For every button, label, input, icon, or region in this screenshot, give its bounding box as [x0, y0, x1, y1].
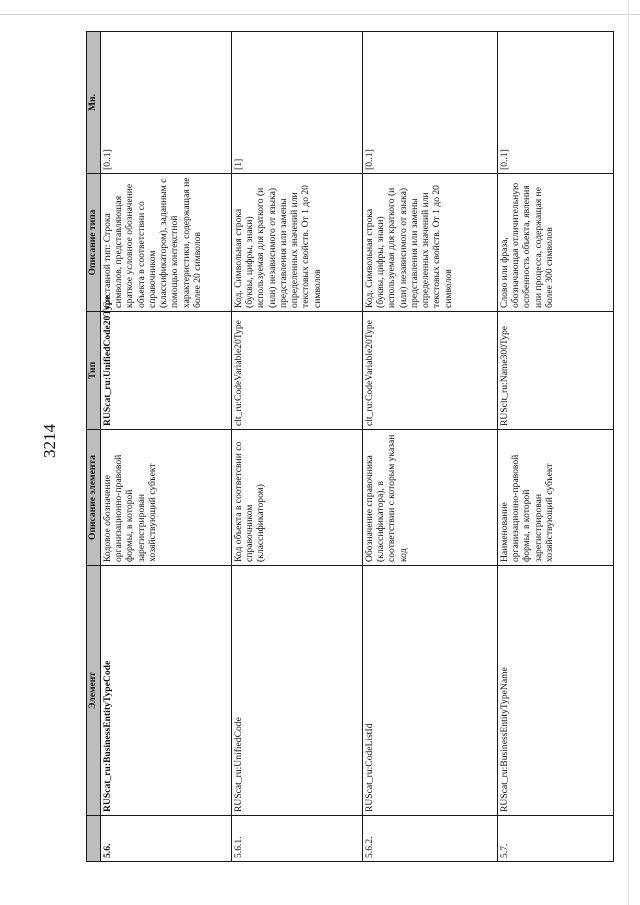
element-table — [86, 31, 614, 862]
header-element-desc: Описание элемента — [87, 430, 101, 566]
header-type-desc: Описание типа — [87, 174, 101, 312]
row-num: 5.6.2. — [363, 816, 498, 862]
row-num: 5.6. — [101, 816, 232, 862]
row-element-desc: Обозначение справочника (классификатора), в соответствии с которым указан код — [363, 430, 498, 566]
table-row — [498, 32, 614, 862]
row-num: 5.6.1. — [232, 816, 363, 862]
row-type: RUSclt_ru:Name300Type — [498, 312, 614, 430]
page-number: 3214 — [40, 424, 59, 458]
scan-edge-top — [0, 14, 640, 15]
row-type-desc: Код. Символьная строка (буквы, цифры, знаки) используемая для краткого (и (или) независимого от языка) представления или замены определенных значений или текстовых свойств. От 1 до 20 символов — [363, 174, 498, 312]
row-element: RUScat_ru:BusinessEntityTypeCode — [101, 566, 232, 816]
row-type: clt_ru:CodeVariable20Type — [363, 312, 498, 430]
row-mult: [0..1] — [363, 32, 498, 174]
row-element-desc: Код объекта в соответсвии со справочником (классификатором) — [232, 430, 363, 566]
row-num: 5.7. — [498, 816, 614, 862]
header-num — [87, 816, 101, 862]
header-mult: Мн. — [87, 32, 101, 174]
table-row — [232, 32, 363, 862]
header-element: Элемент — [87, 566, 101, 816]
row-type: RUScat_ru:UnifiedCode20Type — [101, 312, 232, 430]
table-row — [101, 32, 232, 862]
row-mult: [0..1] — [498, 32, 614, 174]
row-type-desc: Код. Символьная строка (буквы, цифры, знаки) используемая для краткого (и (или) независимого от языка) представления или замены определенных значений или текстовых свойств. От 1 до 20 символов — [232, 174, 363, 312]
row-element: RUScat_ru:UnifiedCode — [232, 566, 363, 816]
row-type-desc: Составной тип: Строка символов, представляющая краткое условное обозначение объекта в соответствии со справочником (классификатором), заданным с помощью контекстной характеристики, содержащая не более 20 символов — [101, 174, 232, 312]
table-row — [363, 32, 498, 862]
row-mult: [1] — [232, 32, 363, 174]
table-header-row — [87, 32, 101, 862]
rotated-table-container — [86, 32, 633, 862]
row-element: RUScat_ru:BusinessEntityTypeName — [498, 566, 614, 816]
row-mult: [0..1] — [101, 32, 232, 174]
row-type: clt_ru:CodeVariable20Type — [232, 312, 363, 430]
header-type: Тип — [87, 312, 101, 430]
row-element-desc: Наименование организационно-правовой формы, в которой зарегистрирован хозяйствующий субъект — [498, 430, 614, 566]
row-type-desc: Слово или фраза, обозначающая отличительную особенность объекта, явления или процесса, содержащая не более 300 символов — [498, 174, 614, 312]
row-element: RUScat_ru:CodeListId — [363, 566, 498, 816]
row-element-desc: Кодовое обозначение организационно-правовой формы, в которой зарегистрирован хозяйствующий субъект — [101, 430, 232, 566]
